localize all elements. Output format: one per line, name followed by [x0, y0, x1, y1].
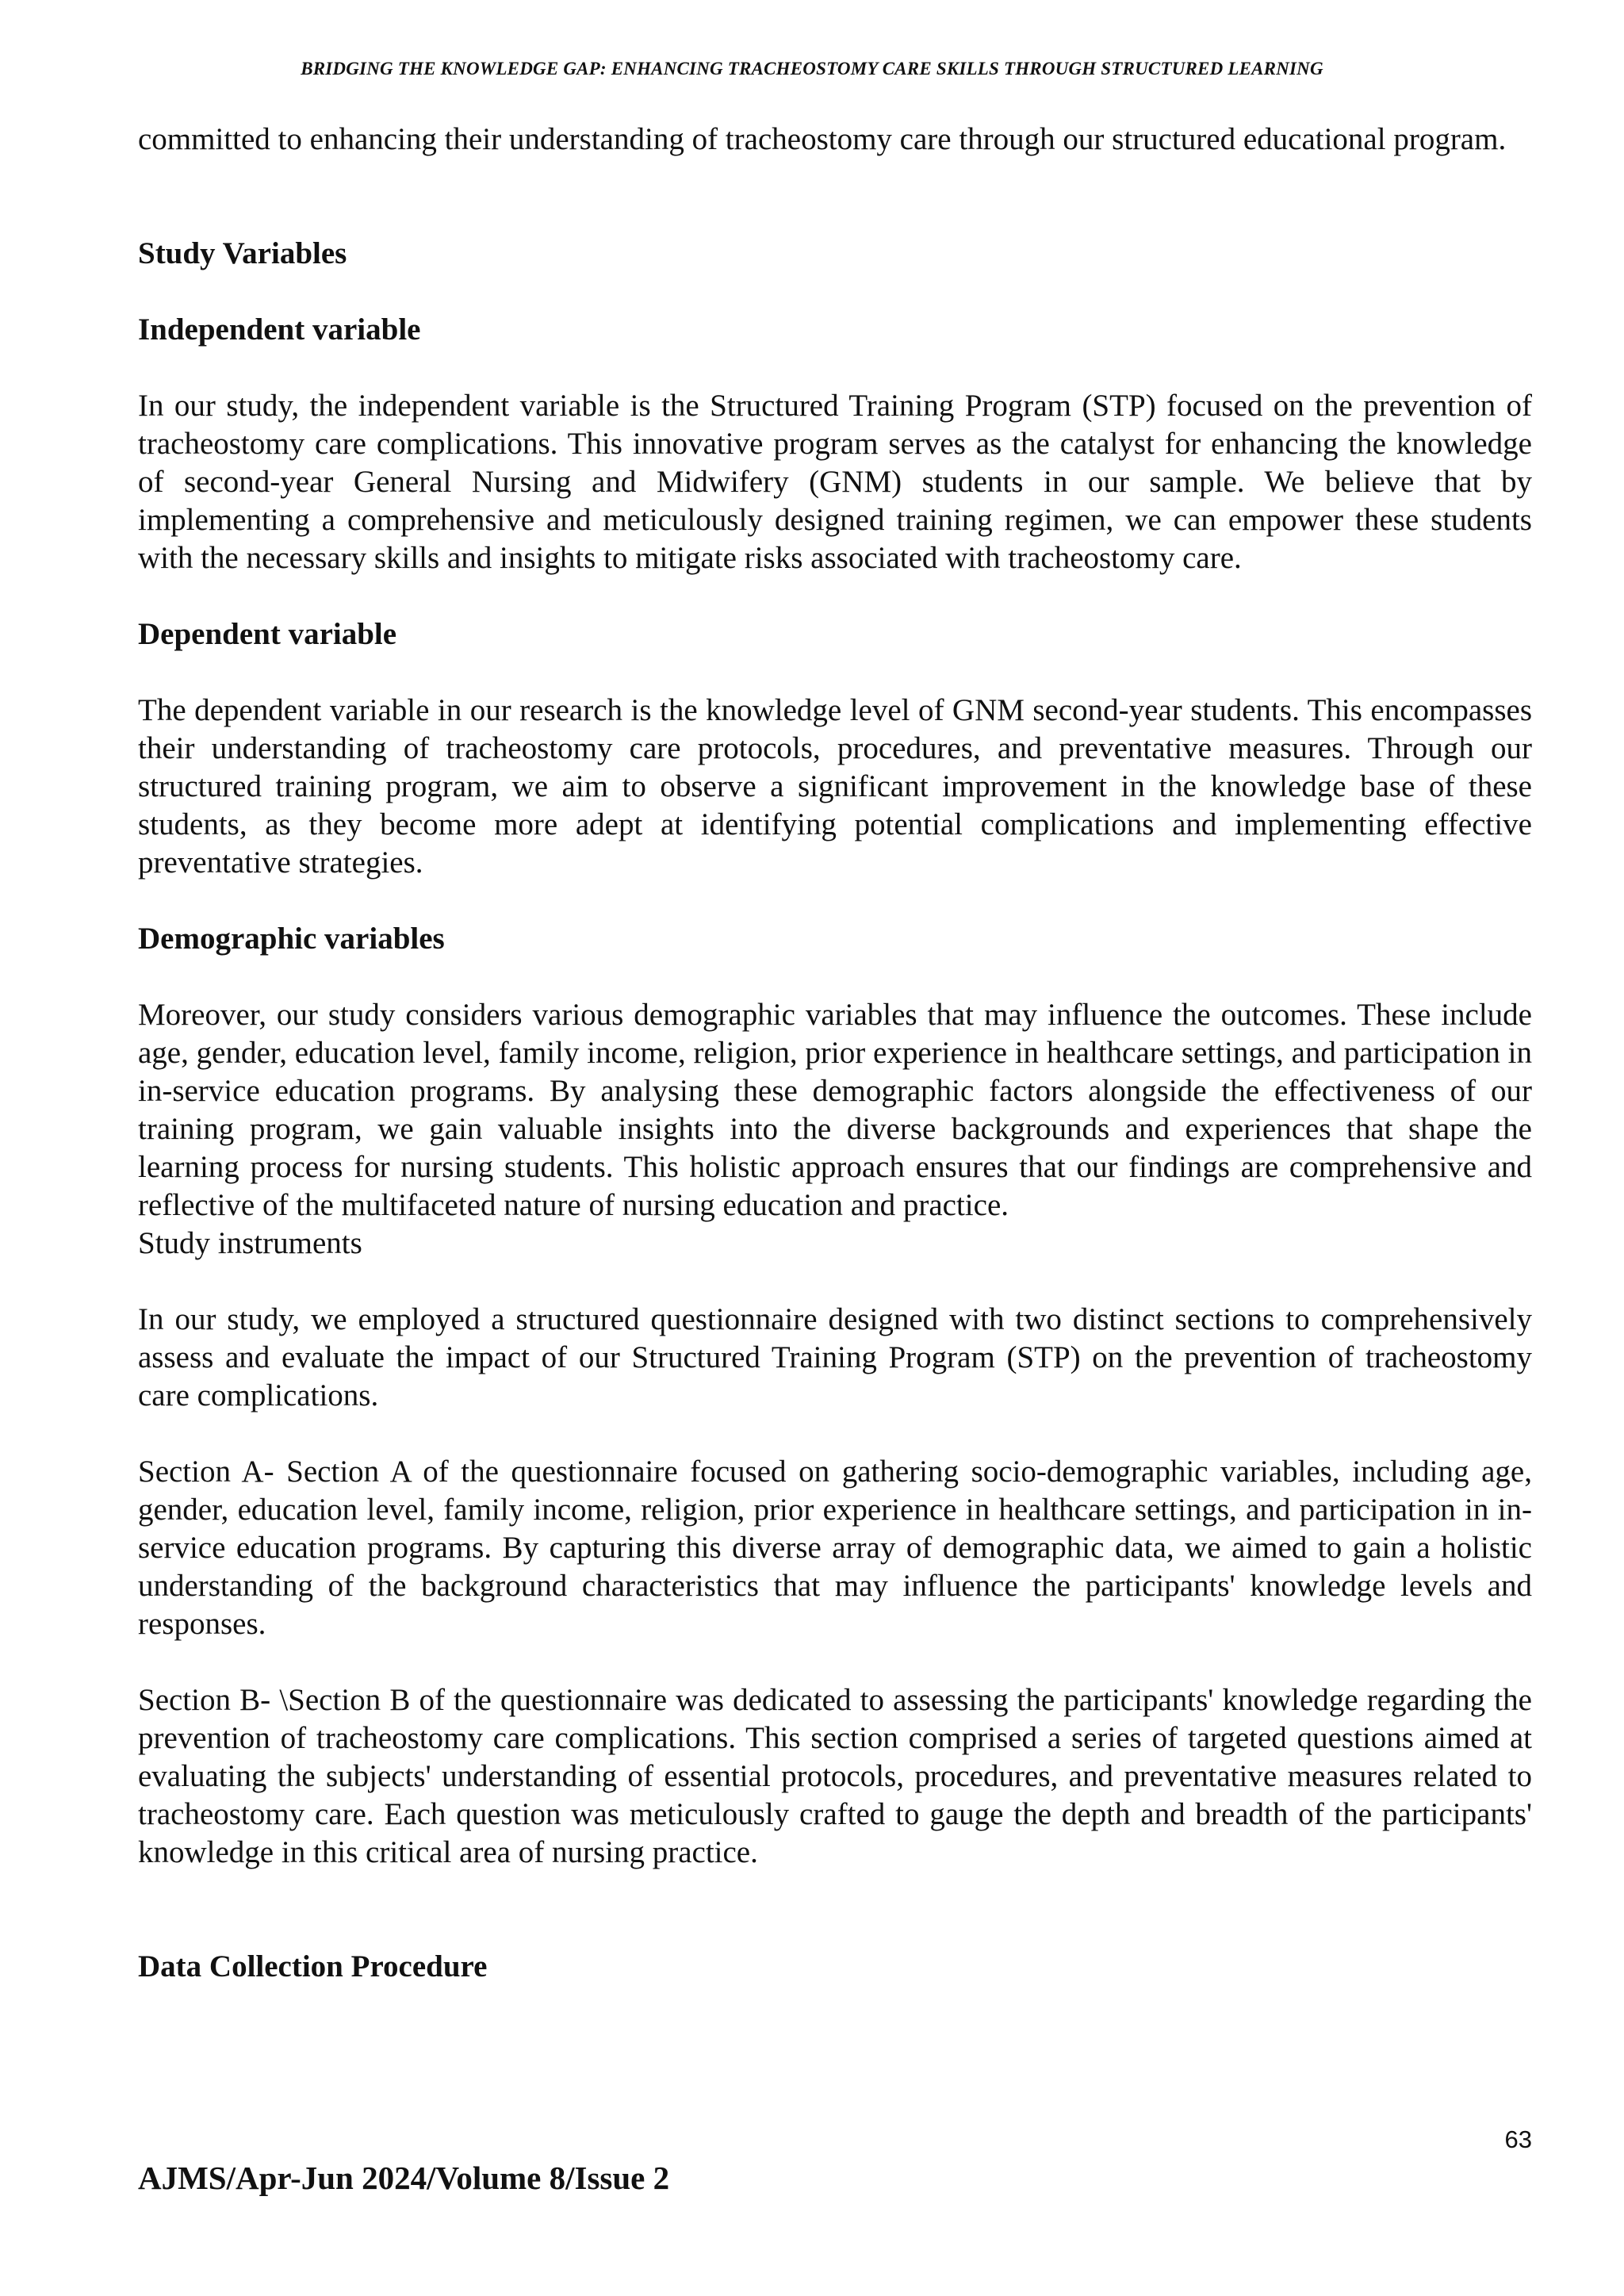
- footer-journal-issue: AJMS/Apr-Jun 2024/Volume 8/Issue 2: [138, 2160, 670, 2196]
- intro-continuation-paragraph: committed to enhancing their understanding of tracheostomy care through our structured educational program.: [138, 122, 1507, 156]
- section-a-paragraph: Section A- Section A of the questionnaire focused on gathering socio-demographic variables, including age, gender, education level, family income, religion, prior experience in healthcare settings, and participation in in-service education programs. By capturing this diverse array of demographic data, we aimed to gain a holistic understanding of the background characteristics that may influence the participants' knowledge levels and responses.: [138, 1455, 1532, 1641]
- independent-variable-paragraph: In our study, the independent variable is the Structured Training Program (STP) focused on the prevention of tracheostomy care complications. This innovative program serves as the catalyst for enhancing the knowledge of second-year General Nursing and Midwifery (GNM) students in our sample. We believe that by implementing a comprehensive and meticulously designed training regimen, we can empower these students with the necessary skills and insights to mitigate risks associated with tracheostomy care.: [138, 389, 1532, 575]
- data-collection-heading: Data Collection Procedure: [138, 1949, 488, 1984]
- independent-variable-heading: Independent variable: [138, 312, 421, 347]
- study-variables-heading: Study Variables: [138, 236, 347, 270]
- page-number: 63: [1504, 2125, 1532, 2153]
- dependent-variable-heading: Dependent variable: [138, 617, 397, 651]
- section-b-paragraph: Section B- \Section B of the questionnaire was dedicated to assessing the participants' knowledge regarding the prevention of tracheostomy care complications. This section comprised a series of targeted questions aimed at evaluating the subjects' understanding of essential protocols, procedures, and preventative measures related to tracheostomy care. Each question was meticulously crafted to gauge the depth and breadth of the participants' knowledge in this critical area of nursing practice.: [138, 1683, 1532, 1869]
- study-instruments-paragraph: In our study, we employed a structured questionnaire designed with two distinct sections to comprehensively assess and evaluate the impact of our Structured Training Program (STP) on the prevention of tracheostomy care complications.: [138, 1302, 1532, 1412]
- study-instruments-label: Study instruments: [138, 1226, 362, 1260]
- page-body: [138, 121, 1532, 1986]
- dependent-variable-paragraph: The dependent variable in our research is the knowledge level of GNM second-year students. This encompasses their understanding of tracheostomy care protocols, procedures, and preventative measures. Through our structured training program, we aim to observe a significant improvement in the knowledge base of these students, as they become more adept at identifying potential complications and implementing effective preventative strategies.: [138, 693, 1532, 880]
- running-header-title: BRIDGING THE KNOWLEDGE GAP: ENHANCING TRACHEOSTOMY CARE SKILLS THROUGH STRUCTURED LEARNING: [301, 59, 1323, 79]
- demographic-variables-paragraph: Moreover, our study considers various demographic variables that may influence the outcomes. These include age, gender, education level, family income, religion, prior experience in healthcare settings, and participation in in-service education programs. By analysing these demographic factors alongside the effectiveness of our training program, we gain valuable insights into the diverse backgrounds and experiences that shape the learning process for nursing students. This holistic approach ensures that our findings are comprehensive and reflective of the multifaceted nature of nursing education and practice.: [138, 998, 1532, 1222]
- demographic-variables-heading: Demographic variables: [138, 922, 445, 956]
